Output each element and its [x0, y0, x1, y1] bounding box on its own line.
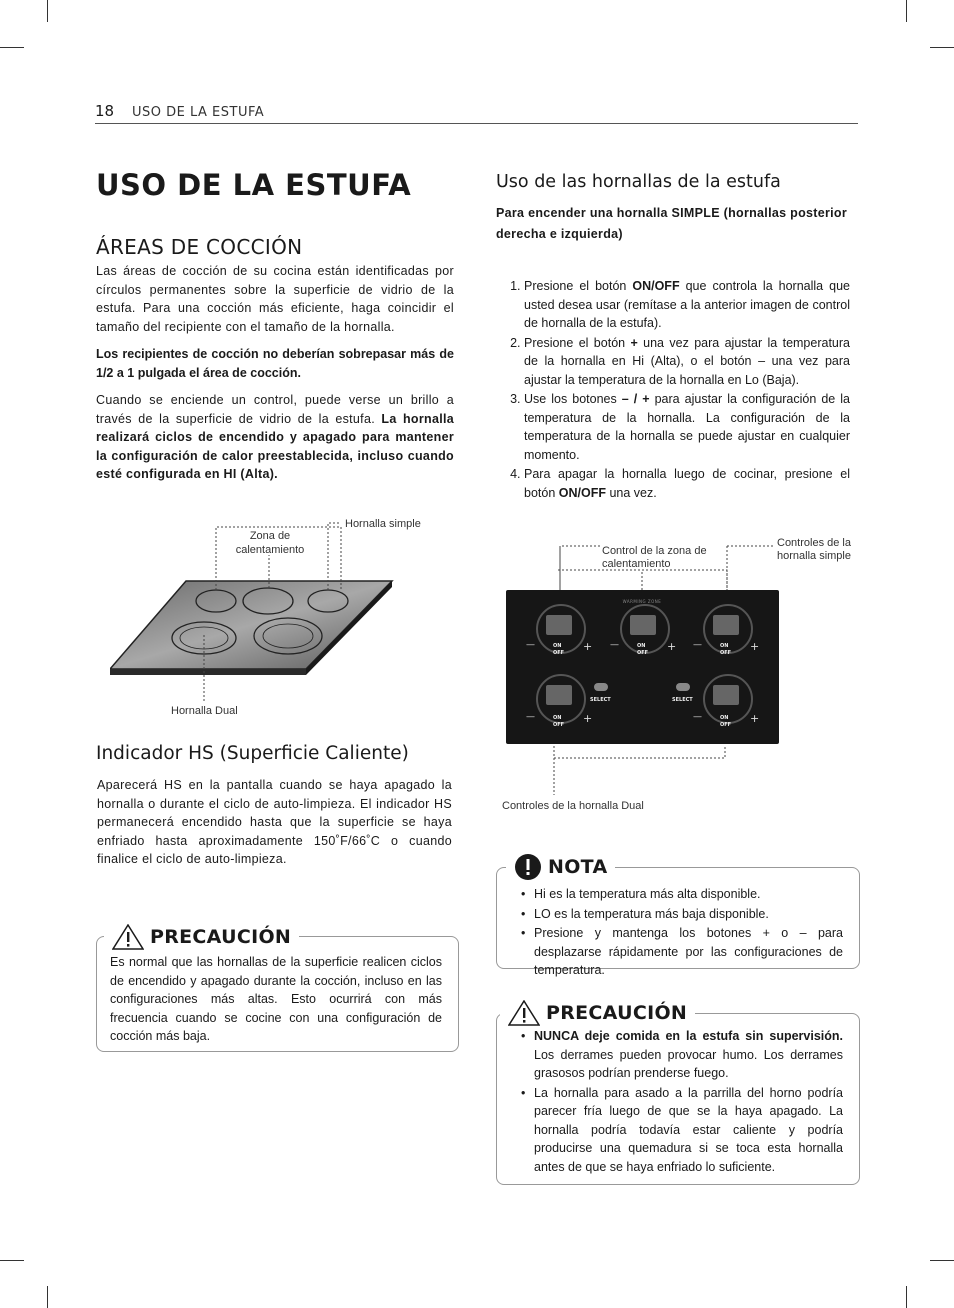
burners-subheading: Para encender una hornalla SIMPLE (hornallas posterior derecha e izquierda) — [496, 206, 848, 241]
select-toggle-icon[interactable] — [594, 683, 608, 691]
minus-button[interactable]: — — [526, 712, 535, 722]
running-header: USO DE LA ESTUFA — [132, 105, 265, 120]
step-text: que controla la hornalla que usted desea usar (remítase a la anterior imagen de control de hornalla de la estufa). — [524, 279, 850, 330]
step-bold: + — [630, 335, 638, 350]
off-label: OFF — [553, 722, 565, 728]
page-number: 18 — [95, 102, 115, 120]
plus-button[interactable]: + — [750, 640, 760, 653]
section-heading-hs: Indicador HS (Superficie Caliente) — [96, 743, 409, 764]
caution-title-text: PRECAUCIÓN — [150, 926, 292, 948]
on-off-button[interactable] — [553, 715, 564, 729]
step-item — [524, 334, 850, 390]
leader-line — [560, 546, 600, 592]
note-item: • Presione y mantenga los botones + o – para desplazarse rápidamente por las configuraciones de temperatura. — [534, 924, 843, 980]
display-right-rear — [713, 615, 739, 635]
areas-paragraph-3 — [96, 391, 454, 484]
label-dual-burner: Hornalla Dual — [171, 705, 238, 717]
on-off-button[interactable] — [720, 643, 731, 657]
label-single-burner: Hornalla simple — [345, 518, 421, 530]
step-item — [524, 390, 850, 464]
caution-title-text: PRECAUCIÓN — [546, 1002, 688, 1024]
on-label: ON — [720, 643, 729, 649]
step-item — [524, 277, 850, 333]
on-off-button[interactable] — [720, 715, 731, 729]
display-left-rear — [546, 615, 572, 635]
caution-item-text: Los derrames pueden provocar humo. Los derrames grasosos podrían prenderse fuego. — [534, 1047, 843, 1080]
step-bold: ON/OFF — [632, 279, 680, 293]
minus-button[interactable]: — — [693, 640, 702, 650]
step-text: una vez. — [605, 485, 657, 500]
caution-title-left — [104, 924, 299, 950]
on-label: ON — [553, 643, 562, 649]
step-text: Presione el botón — [524, 335, 631, 350]
warning-triangle-icon — [508, 1000, 540, 1026]
note-item: • LO es la temperatura más baja disponible. — [534, 905, 843, 924]
plus-button[interactable]: + — [583, 712, 593, 725]
caution-list — [520, 1027, 843, 1176]
caution-item-bold: NUNCA deje comida en la estufa sin supervisión. — [534, 1029, 843, 1043]
off-label: OFF — [637, 650, 649, 656]
note-title — [506, 853, 615, 881]
hs-paragraph: Aparecerá HS en la pantalla cuando se haya apagado la hornalla o durante el ciclo de auto-limpieza. El indicador HS permanecerá encendido hasta que la superficie se haya enfriado hasta aproximadamente 150˚F/66˚C o cuando finalice el ciclo de auto-limpieza. — [97, 778, 452, 866]
leader-line — [328, 523, 340, 590]
warning-triangle-icon — [112, 924, 144, 950]
label-dual-controls: Controles de la hornalla Dual — [502, 800, 644, 812]
minus-button[interactable]: — — [693, 712, 702, 722]
crop-mark — [930, 47, 954, 48]
crop-mark — [906, 1286, 907, 1308]
caution-item: • La hornalla para asado a la parrilla del horno podría parecer fría luego de que se la haya apagado. La hornalla podría todavía estar caliente y podría producirse una quemadura si se toca esta hornalla antes de que se haya enfriado lo suficiente. — [534, 1084, 843, 1177]
on-label: ON — [553, 715, 562, 721]
on-label: ON — [637, 643, 646, 649]
label-warming-control: Control de la zona de calentamiento — [602, 545, 707, 570]
areas-paragraph-2: Los recipientes de cocción no deberían sobrepasar más de 1/2 a 1 pulgada el área de cocción. — [96, 347, 454, 380]
header-divider — [95, 123, 858, 124]
page-title: USO DE LA ESTUFA — [96, 168, 412, 202]
section-heading-burners: Uso de las hornallas de la estufa — [496, 172, 781, 192]
step-bold: ON/OFF — [558, 485, 606, 500]
plus-button[interactable]: + — [750, 712, 760, 725]
display-left-front — [546, 685, 572, 705]
minus-button[interactable]: — — [526, 640, 535, 650]
step-text: una vez para ajustar la temperatura de la hornalla en Hi (Alta), o el botón – una vez para ajustar la temperatura de la hornalla en Lo (Baja). — [524, 335, 850, 387]
crop-mark — [930, 1260, 954, 1261]
crop-mark — [47, 1286, 48, 1308]
caution-left-text: Es normal que las hornallas de la superficie realicen ciclos de encendido y apagado durante la cocción, incluso en las configuraciones más altas. Esto ocurrirá con más frecuencia cuando se cocine con una configuración de cocción más baja. — [110, 955, 442, 1043]
crop-mark — [0, 47, 24, 48]
exclamation-icon — [514, 853, 542, 881]
display-right-front — [713, 685, 739, 705]
note-title-text: NOTA — [548, 856, 608, 878]
section-heading-areas: ÁREAS DE COCCIÓN — [96, 235, 303, 259]
label-single-controls: Controles de la hornalla simple — [777, 537, 851, 562]
leader-line — [554, 746, 725, 758]
caution-item — [534, 1027, 843, 1083]
crop-mark — [47, 0, 48, 22]
select-button-left[interactable]: SELECT — [590, 697, 611, 703]
caution-right-content — [520, 1027, 843, 1177]
step-item — [524, 465, 850, 502]
off-label: OFF — [720, 722, 732, 728]
areas-paragraph-3-bold: La hornalla realizará ciclos de encendido y apagado para mantener la configuración de calor preestablecida, incluso cuando esté configurada en HI (Alta). — [96, 411, 454, 481]
step-text: para ajustar la configuración de la temperatura de la hornalla. La configuración de la temperatura de la hornalla se puede ajustar en cualquier momento. — [524, 392, 851, 462]
step-text: Presione el botón — [524, 279, 633, 293]
caution-title-right — [500, 1000, 695, 1026]
steps-list — [496, 277, 850, 502]
areas-paragraph-1: Las áreas de cocción de su cocina están identificadas por círculos permanentes sobre la superficie de vidrio de la estufa. Para una cocción más eficiente, haga coincidir el tamaño del recipiente con el tamaño de la hornalla. — [96, 264, 454, 334]
on-off-button[interactable] — [637, 643, 648, 657]
step-text: Use los botones — [524, 392, 622, 406]
plus-button[interactable]: + — [583, 640, 593, 653]
select-button-right[interactable]: SELECT — [672, 697, 693, 703]
label-warming-zone: Zona de calentamiento — [235, 530, 305, 556]
display-warming-zone — [630, 615, 656, 635]
plus-button[interactable]: + — [667, 640, 677, 653]
crop-mark — [906, 0, 907, 22]
warming-zone-label: WARMING ZONE — [622, 599, 662, 604]
step-bold: – / + — [621, 392, 650, 406]
off-label: OFF — [720, 650, 732, 656]
select-toggle-icon[interactable] — [676, 683, 690, 691]
step-text: Para apagar la hornalla luego de cocinar, presione el botón — [524, 467, 850, 500]
burner-steps — [496, 277, 850, 503]
on-off-button[interactable] — [553, 643, 564, 657]
areas-paragraph-3-normal: Cuando se enciende un control, puede verse un brillo a través de la superficie de vidrio de la estufa. — [96, 393, 454, 426]
off-label: OFF — [553, 650, 565, 656]
control-panel — [506, 590, 779, 744]
crop-mark — [0, 1260, 24, 1261]
minus-button[interactable]: — — [610, 640, 619, 650]
note-list — [520, 885, 843, 980]
note-content — [520, 885, 843, 981]
note-item: • Hi es la temperatura más alta disponible. — [534, 885, 843, 904]
cooktop-front-edge — [110, 669, 306, 675]
on-label: ON — [720, 715, 729, 721]
